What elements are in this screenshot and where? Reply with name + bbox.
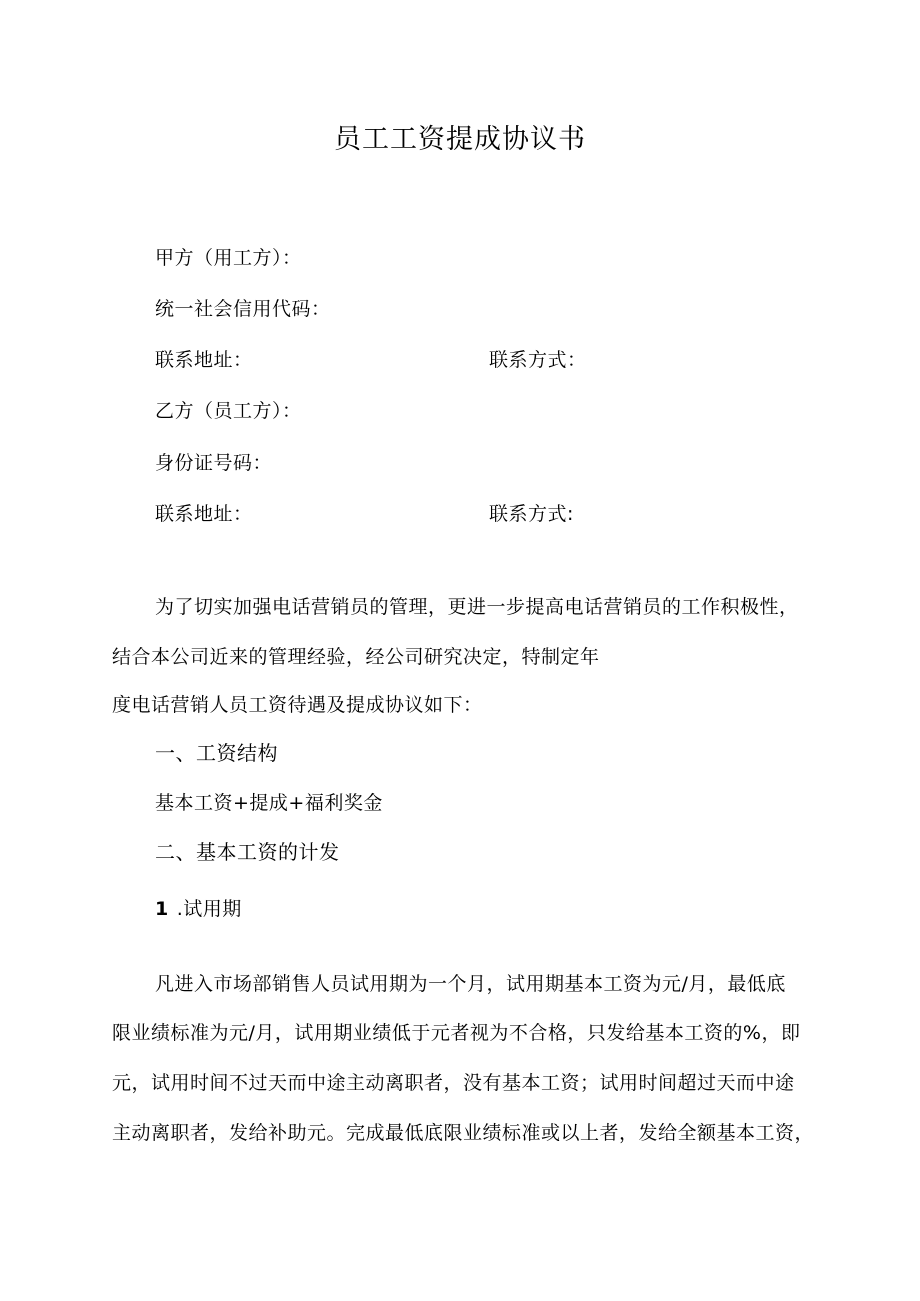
party-b-address-label: 联系地址：: [155, 503, 253, 525]
subsection-1-number: 1: [155, 898, 169, 920]
section-2-heading: 二、基本工资的计发: [155, 840, 340, 864]
party-b-label: 乙方（员工方）：: [155, 400, 302, 422]
party-a-address-label: 联系地址：: [155, 349, 253, 371]
intro-line-1: 为了切实加强电话营销员的管理，更进一步提高电话营销员的工作积极性，: [155, 596, 799, 618]
paragraph-line-3: 元，试用时间不过天而中途主动离职者，没有基本工资；试用时间超过天而中途: [112, 1072, 795, 1094]
party-a-credit-code-label: 统一社会信用代码：: [155, 298, 331, 320]
party-b-contact-label: 联系方式:: [489, 503, 574, 525]
intro-line-3: 度电话营销人员工资待遇及提成协议如下：: [112, 694, 483, 716]
subsection-1-title: .试用期: [176, 898, 242, 920]
document-title: 员工工资提成协议书: [334, 124, 586, 155]
section-1-content: 基本工资+提成+福利奖金: [155, 792, 383, 814]
party-a-label: 甲方（用工方）：: [155, 247, 302, 269]
intro-line-2: 结合本公司近来的管理经验，经公司研究决定，特制定年: [112, 646, 600, 668]
subsection-1-heading: [155, 897, 242, 921]
paragraph-line-1: 凡进入市场部销售人员试用期为一个月，试用期基本工资为元/月，最低底: [155, 973, 786, 995]
party-a-contact-label: 联系方式：: [489, 349, 587, 371]
paragraph-line-2: 限业绩标准为元/月，试用期业绩低于元者视为不合格，只发给基本工资的%，即: [112, 1022, 801, 1044]
section-1-heading: 一、工资结构: [155, 741, 278, 765]
party-b-id-label: 身份证号码：: [155, 452, 273, 474]
paragraph-line-4: 主动离职者，发给补助元。完成最低底限业绩标准或以上者，发给全额基本工资，: [112, 1122, 815, 1144]
